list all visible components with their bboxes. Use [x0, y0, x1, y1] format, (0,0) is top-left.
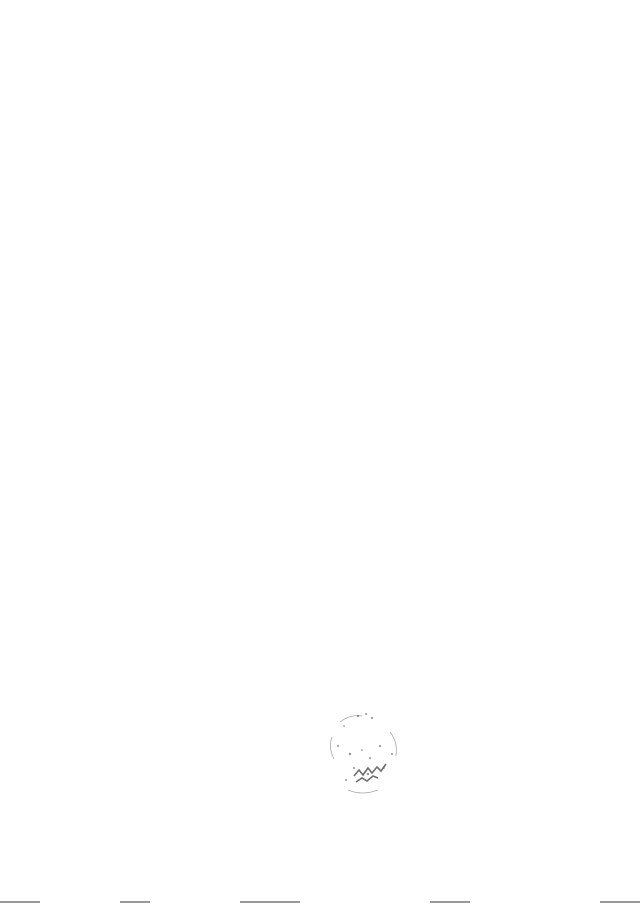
- stamp-seal-icon: [310, 702, 420, 802]
- scan-edge-marks: [0, 899, 640, 905]
- official-stamp: [310, 702, 420, 802]
